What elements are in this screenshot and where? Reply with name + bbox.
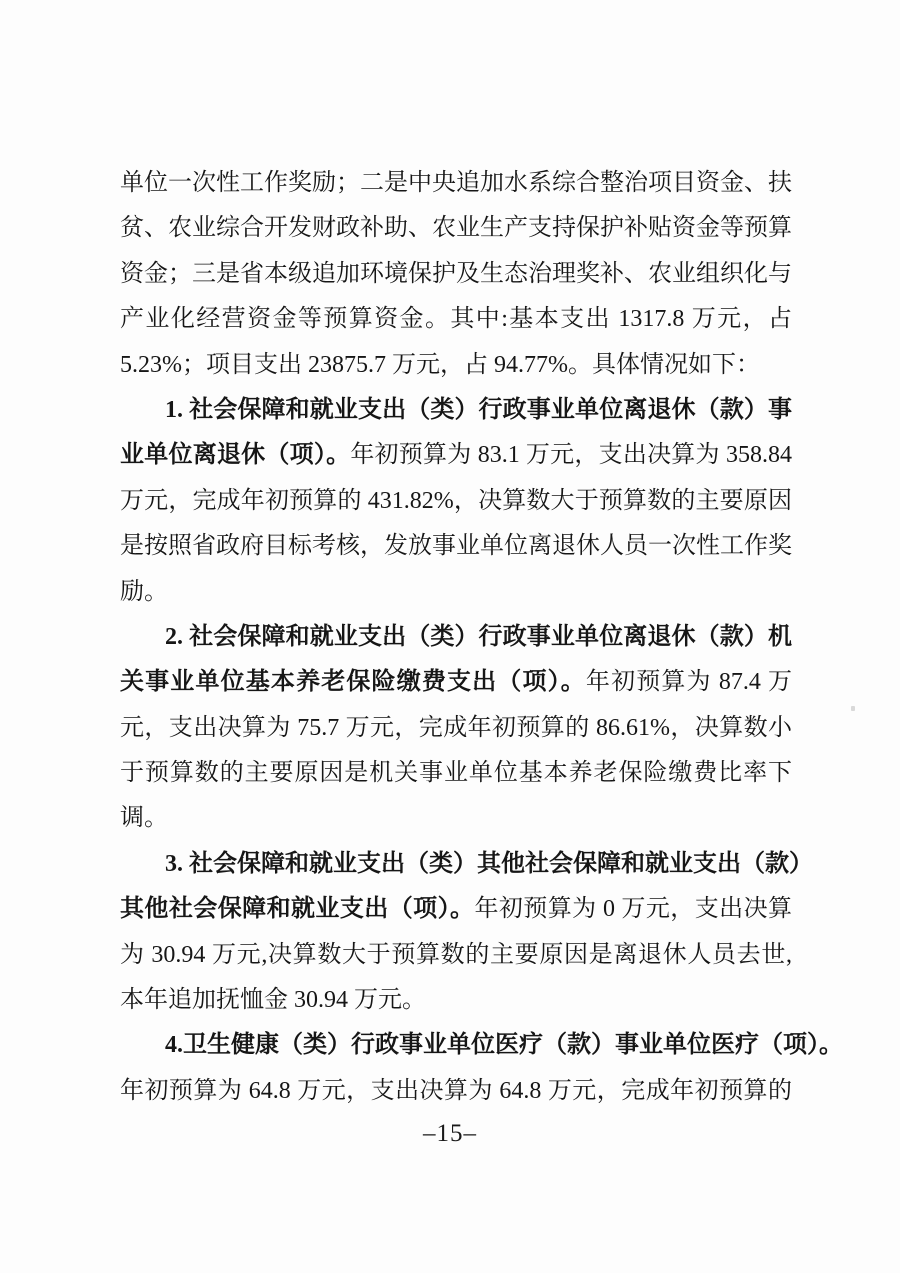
body-text: 万元，完成年初预算的 431.82%，决算数大于预算数的主要原因 bbox=[120, 487, 792, 514]
text-line bbox=[120, 1023, 843, 1068]
body-text: 是按照省政府目标考核，发放事业单位离退休人员一次性工作奖 bbox=[120, 533, 792, 560]
body-text: 本年追加抚恤金 30.94 万元。 bbox=[120, 987, 426, 1014]
body-text: 产业化经营资金等预算资金。其中:基本支出 1317.8 万元，占 bbox=[120, 306, 792, 333]
text-line bbox=[120, 887, 792, 932]
text-line bbox=[120, 842, 813, 887]
text-line bbox=[120, 1069, 792, 1114]
body-text: 资金；三是省本级追加环境保护及生态治理奖补、农业组织化与 bbox=[120, 260, 792, 287]
text-line bbox=[120, 796, 792, 841]
body-text: 年初预算为 87.4 万 bbox=[585, 669, 792, 696]
body-text: 元，支出决算为 75.7 万元，完成年初预算的 86.61%，决算数小 bbox=[120, 714, 792, 741]
body-text: 单位一次性工作奖励；二是中央追加水系综合整治项目资金、扶 bbox=[120, 170, 792, 196]
text-line bbox=[120, 706, 792, 751]
text-line bbox=[120, 433, 792, 478]
body-text: 年初预算为 83.1 万元，支出决算为 358.84 bbox=[350, 442, 793, 469]
heading-text: 3. 社会保障和就业支出（类）其他社会保障和就业支出（款） bbox=[165, 850, 813, 877]
text-line bbox=[120, 978, 792, 1023]
body-text: 于预算数的主要原因是机关事业单位基本养老保险缴费比率下 bbox=[120, 760, 792, 787]
text-line bbox=[120, 161, 792, 206]
text-line bbox=[120, 388, 792, 433]
text-line bbox=[120, 479, 792, 524]
text-line bbox=[120, 206, 792, 251]
body-text: 调。 bbox=[120, 805, 168, 832]
page-number: –15– bbox=[423, 1120, 477, 1147]
heading-text: 关事业单位基本养老保险缴费支出（项）。 bbox=[120, 669, 586, 696]
body-text: 年初预算为 64.8 万元，支出决算为 64.8 万元，完成年初预算的 bbox=[120, 1077, 792, 1104]
body-text: 贫、农业综合开发财政补助、农业生产支持保护补贴资金等预算 bbox=[120, 215, 792, 242]
text-line bbox=[120, 524, 792, 569]
document-body bbox=[120, 161, 843, 1114]
text-line bbox=[120, 660, 792, 705]
text-line bbox=[120, 615, 792, 660]
heading-text: 2. 社会保障和就业支出（类）行政事业单位离退休（款）机 bbox=[165, 623, 792, 650]
text-line bbox=[120, 297, 792, 342]
text-line bbox=[120, 751, 792, 796]
scan-artifact-speck bbox=[851, 706, 855, 711]
body-text: 为 30.94 万元,决算数大于预算数的主要原因是离退休人员去世, bbox=[120, 941, 792, 968]
heading-text: 1. 社会保障和就业支出（类）行政事业单位离退休（款）事 bbox=[165, 396, 792, 423]
body-text: 年初预算为 0 万元，支出决算 bbox=[474, 896, 793, 923]
text-line bbox=[120, 570, 792, 615]
text-line bbox=[120, 252, 792, 297]
body-text: 励。 bbox=[120, 578, 168, 605]
heading-text: 4.卫生健康（类）行政事业单位医疗（款）事业单位医疗（项）。 bbox=[165, 1032, 843, 1059]
text-line bbox=[120, 933, 792, 978]
heading-text: 业单位离退休（项）。 bbox=[120, 442, 351, 469]
body-text: 5.23%；项目支出 23875.7 万元，占 94.77%。具体情况如下： bbox=[120, 351, 760, 378]
text-line bbox=[120, 343, 792, 388]
heading-text: 其他社会保障和就业支出（项）。 bbox=[120, 896, 475, 923]
